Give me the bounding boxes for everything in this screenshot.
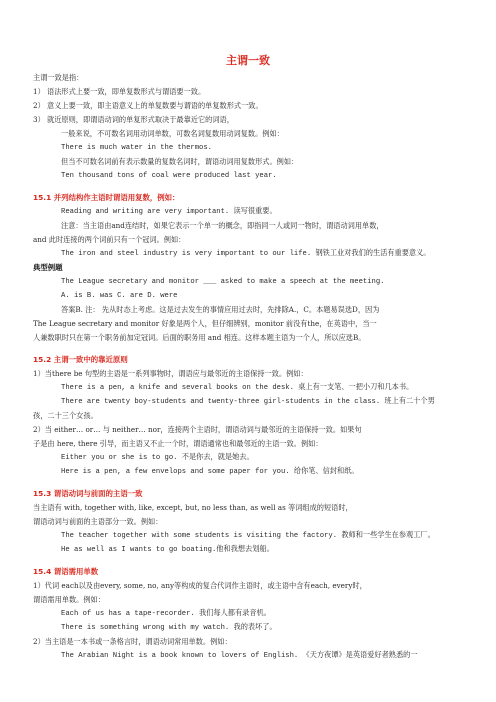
text-line: 主谓一致是指： (33, 73, 84, 82)
text-line: Ten thousand tons of coal were produced last year. (61, 172, 277, 180)
text-line: 答案B. 注： 先从时态上考虑。这是过去发生的事情应用过去时，先排除A.，C。本题易误选D，因为 (61, 305, 380, 314)
text-line: There are twenty boy-students and twenty-three girl-students in the class. 班上有二十个男 (61, 398, 435, 406)
text-line: Each of us has a tape-recorder. 我们每人都有录音机。 (61, 610, 271, 618)
text-line: 子是由 here, there 引导，而主语又不止一个时，谓语通常也和最邻近的主语一致。例如： (33, 439, 323, 448)
text-line: 谓语动词与前面的主语部分一致。例如： (33, 517, 163, 526)
text-line: The League secretary and monitor 好象是两个人，但仔细辨别，monitor 前没有the，在英语中，当一 (33, 319, 377, 328)
text-line: and 此时连接的两个词前只有一个冠词。例如： (33, 235, 186, 244)
text-line: 2） 意义上要一致，即主语意义上的单复数要与谓语的单复数形式一致。 (33, 101, 263, 110)
section-heading: 15.2 主谓一致中的靠近原则 (33, 355, 128, 364)
text-line: 1） 语法形式上要一致，即单复数形式与谓语要一致。 (33, 87, 206, 96)
text-line: 1）当there be 句型的主语是一系列事物时，谓语应与最邻近的主语保持一致。例如： (33, 369, 308, 378)
text-line: 一般来说，不可数名词用动词单数，可数名词复数用动词复数。例如： (61, 129, 284, 138)
section-heading: 15.4 谓语需用单数 (33, 567, 99, 576)
section-heading: 典型例题 (33, 263, 63, 272)
text-line: The League secretary and monitor ___ asked to make a speech at the meeting. (61, 278, 385, 286)
text-line: 孩，二十三个女孩。 (33, 411, 98, 420)
text-line: The iron and steel industry is very important to our life. 钢铁工业对我们的生活有重要意义。 (61, 250, 431, 258)
text-line: There is a pen, a knife and several books on the desk. 桌上有一支笔、一把小刀和几本书。 (61, 384, 414, 392)
section-heading: 15.3 谓语动词与前面的主语一致 (33, 489, 143, 498)
text-line: Either you or she is to go. 不是你去，就是她去。 (61, 454, 254, 462)
text-line: 2）当 either… or… 与 neither… nor，连接两个主语时，谓语动词与最邻近的主语保持一致。如果句 (33, 425, 362, 434)
text-line: 谓语需用单数。例如： (33, 595, 105, 604)
text-line: 1）代词 each以及由every, some, no, any等构成的复合代词作主语时，或主语中含有each, every时， (33, 581, 367, 590)
text-line: 2）当主语是一本书或一条格言时，谓语动词常用单数。例如： (33, 637, 232, 646)
text-line: 注意：当主语由and连结时，如果它表示一个单一的概念，即指同一人或同一物时，谓语动词用单数， (61, 221, 384, 230)
text-line: The teacher together with some students is visiting the factory. 教师和一些学生在参观工厂。 (61, 532, 435, 540)
text-line: 人兼数职时只在第一个职务前加定冠词。后面的职务用 and 相连。这样本题主语为一个人，所以应选B。 (33, 333, 366, 342)
text-line: The Arabian Night is a book known to lovers of English. 《天方夜谭》是英语爱好者熟悉的一 (61, 652, 418, 660)
text-line: There is something wrong with my watch. 我的表坏了。 (61, 624, 277, 632)
text-line: 但当不可数名词前有表示数量的复数名词时，谓语动词用复数形式。例如： (61, 157, 299, 166)
text-line: Here is a pen, a few envelops and some paper for you. 给你笔、信封和纸。 (61, 468, 359, 476)
text-line: There is much water in the thermos. (61, 144, 212, 152)
text-line: Reading and writing are very important. 读写很重要。 (61, 208, 277, 216)
section-heading: 15.1 并列结构作主语时谓语用复数，例如： (33, 193, 180, 202)
text-line: 当主语有 with, together with, like, except, but, no less than, as well as 等词组成的短语时， (33, 503, 353, 512)
text-line: A. is B. was C. are D. were (61, 292, 178, 300)
text-line: He as well as I wants to go boating.他和我想去划船。 (61, 546, 274, 554)
page-title: 主谓一致 (226, 54, 270, 67)
text-line: 3） 就近原则，即谓语动词的单复形式取决于最靠近它的词语， (33, 115, 234, 124)
